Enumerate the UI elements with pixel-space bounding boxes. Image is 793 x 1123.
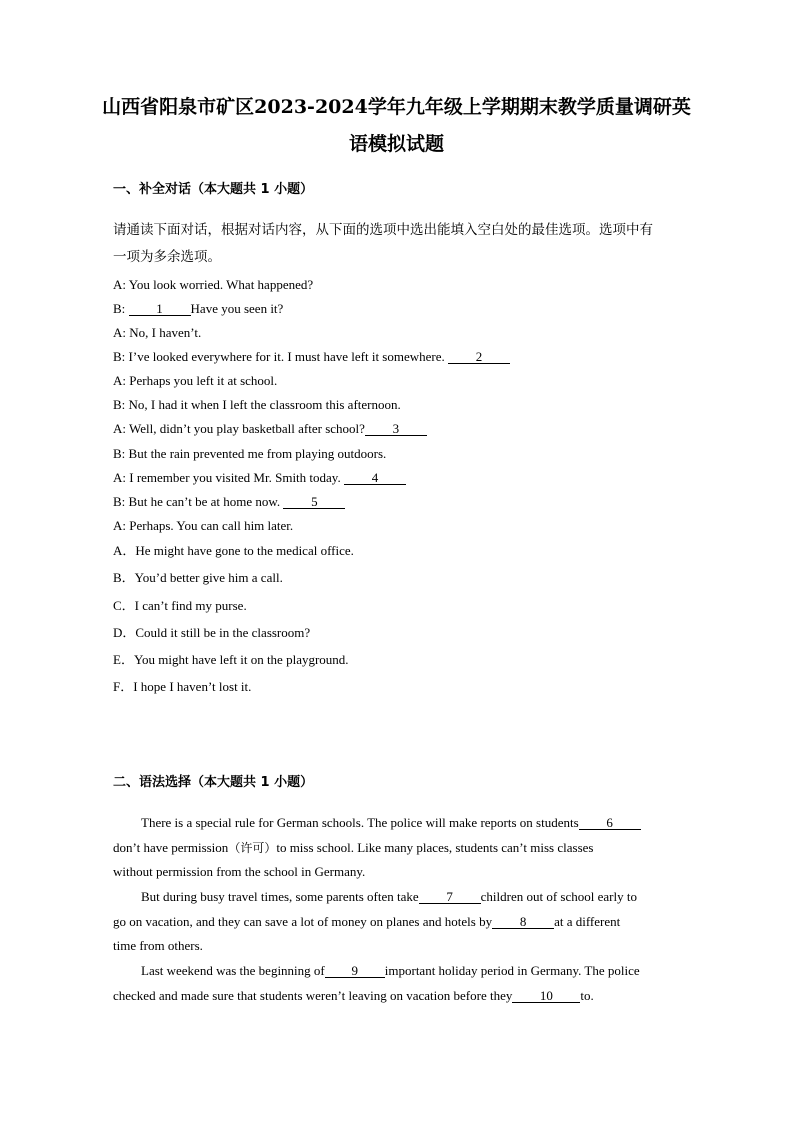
passage-text: children out of school early to [480,889,637,904]
answer-blank-9[interactable]: 9 [325,964,385,978]
passage-text: time from others. [113,938,203,953]
passage-text: to. [580,988,594,1003]
option-c[interactable]: C．I can’t find my purse. [113,598,247,613]
dialogue-text: A: No, I haven’t. [113,325,202,340]
passage-line [113,840,593,856]
section-2-heading: 二、语法选择（本大题共 1 小题） [113,775,314,790]
dialogue-text: B: I’ve looked everywhere for it. I must have left it somewhere. [113,349,448,364]
answer-blank-10[interactable]: 10 [512,989,580,1003]
passage-line [113,938,203,953]
option-f[interactable]: F．I hope I haven’t lost it. [113,679,252,694]
answer-blank-1[interactable]: 1 [129,302,191,316]
dialogue-line [113,277,313,292]
answer-blank-8[interactable]: 8 [492,915,554,929]
passage-text: go on vacation, and they can save a lot of money on planes and hotels by [113,914,493,929]
dialogue-line [113,397,401,412]
dialogue-line [113,325,201,340]
dialogue-text: A: Perhaps. You can call him later. [113,518,294,533]
dialogue-line [113,470,406,485]
answer-blank-4[interactable]: 4 [344,471,406,485]
option-d[interactable]: D．Could it still be in the classroom? [113,625,311,640]
section-1-heading: 一、补全对话（本大题共 1 小题） [113,182,314,197]
passage-line [113,914,620,929]
answer-blank-3[interactable]: 3 [365,422,427,436]
dialogue-text: A: You look worried. What happened? [113,277,314,292]
dialogue-text: B: But the rain prevented me from playing outdoors. [113,446,387,461]
dialogue-line [113,301,283,316]
dialogue-line [113,446,386,461]
dialogue-text: A: Well, didn’t you play basketball after school? [113,421,365,436]
dialogue-line [113,421,427,436]
passage-text: There is a special rule for German schools. The police will make reports on students [141,815,579,830]
option-b[interactable]: B．You’d better give him a call. [113,570,283,585]
dialogue-line [113,518,293,533]
passage-line [113,864,365,879]
passage-text: But during busy travel times, some parents often take [141,889,419,904]
answer-blank-2[interactable]: 2 [448,350,510,364]
passage-line [141,963,640,978]
document-title-line-1: 山西省阳泉市矿区2023-2024学年九年级上学期期末教学质量调研英 [102,96,691,118]
dialogue-text: B: [113,301,129,316]
answer-blank-7[interactable]: 7 [419,890,481,904]
instruction-line-1: 请通读下面对话，根据对话内容，从下面的选项中选出能填入空白处的最佳选项。选项中有 [113,222,653,238]
dialogue-line [113,349,510,364]
option-e[interactable]: E．You might have left it on the playground. [113,652,349,667]
answer-blank-6[interactable]: 6 [579,816,641,830]
dialogue-text: Have you seen it? [190,301,284,316]
dialogue-line [113,494,345,509]
dialogue-line [113,373,277,388]
passage-text: important holiday period in Germany. The police [384,963,640,978]
document-title-line-2: 语模拟试题 [348,133,444,155]
answer-blank-5[interactable]: 5 [283,495,345,509]
option-a[interactable]: A．He might have gone to the medical office. [113,543,354,558]
passage-text: to miss school. Like many places, students can’t miss classes [276,840,594,855]
instruction-line-2: 一项为多余选项。 [113,249,221,265]
passage-gloss: （许可） [228,841,277,855]
passage-text: don’t have permission [113,840,229,855]
passage-line [141,815,641,830]
dialogue-text: B: No, I had it when I left the classroom this afternoon. [113,397,401,412]
passage-text: without permission from the school in Germany. [113,864,366,879]
passage-text: checked and made sure that students weren’t leaving on vacation before they [113,988,513,1003]
passage-line [141,889,637,904]
dialogue-text: A: I remember you visited Mr. Smith today. [113,470,344,485]
passage-line [113,988,594,1003]
dialogue-text: B: But he can’t be at home now. [113,494,284,509]
passage-text: Last weekend was the beginning of [141,963,325,978]
dialogue-text: A: Perhaps you left it at school. [113,373,278,388]
passage-text: at a different [554,914,621,929]
